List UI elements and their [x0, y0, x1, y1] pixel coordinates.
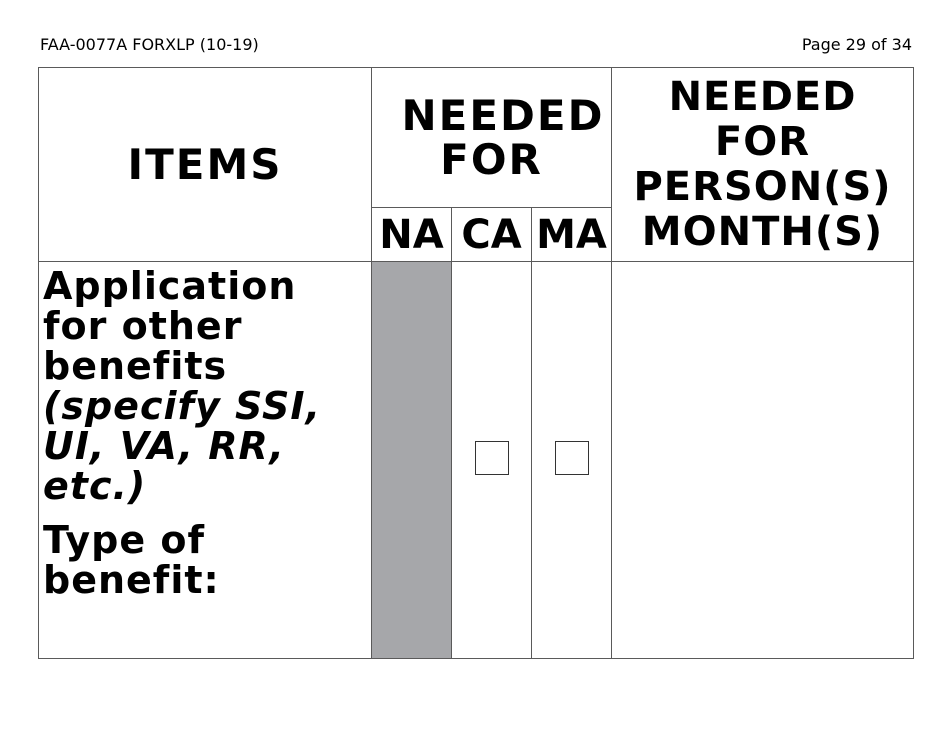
item-description-cell [39, 262, 372, 659]
ma-cell [532, 262, 612, 659]
item-spec-line-2: UI, VA, RR, [43, 424, 285, 468]
item-description [43, 266, 371, 600]
item-spec-line-3: etc.) [43, 464, 147, 508]
na-shaded-cell [372, 262, 452, 659]
item-line-1: Application [43, 264, 297, 308]
form-id: FAA-0077A FORXLP (10-19) [40, 35, 259, 54]
item-spec-line-1: (specify SSI, [43, 384, 321, 428]
ma-header: MA [532, 208, 612, 262]
type-of-benefit-line-2: benefit: [43, 558, 220, 602]
items-header: ITEMS [39, 68, 372, 262]
item-line-3: benefits [43, 344, 228, 388]
needed-for-person-months-header [612, 68, 914, 262]
item-line-2: for other [43, 304, 243, 348]
type-of-benefit-line-1: Type of [43, 518, 206, 562]
ca-checkbox[interactable] [475, 441, 509, 475]
ma-checkbox[interactable] [555, 441, 589, 475]
ca-cell [452, 262, 532, 659]
ca-header: CA [452, 208, 532, 262]
needed-for-header [372, 68, 612, 208]
na-header: NA [372, 208, 452, 262]
items-table [38, 67, 914, 659]
person-months-input-cell[interactable] [612, 262, 914, 659]
needed-for-header-text: NEEDED FOR [401, 90, 605, 184]
needed-for-person-months-text: NEEDED FOR PERSON(S) MONTH(S) [633, 73, 892, 255]
page-number: Page 29 of 34 [801, 35, 912, 54]
